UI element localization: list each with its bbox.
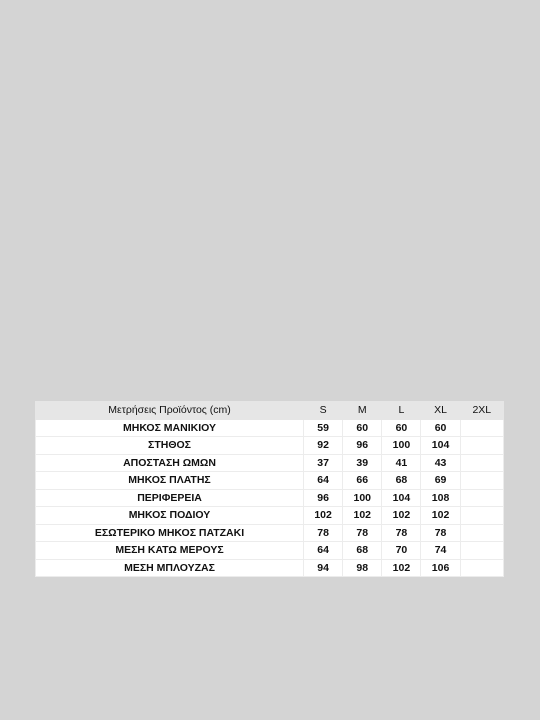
row-label: ΜΗΚΟΣ ΠΛΑΤΗΣ	[36, 472, 304, 490]
cell-value	[460, 489, 503, 507]
cell-value: 94	[304, 559, 343, 577]
cell-value: 43	[421, 454, 460, 472]
cell-value: 68	[382, 472, 421, 490]
table-row	[36, 524, 504, 542]
table-row	[36, 472, 504, 490]
cell-value: 100	[343, 489, 382, 507]
cell-value: 69	[421, 472, 460, 490]
table-row	[36, 542, 504, 560]
cell-value: 74	[421, 542, 460, 560]
cell-value: 78	[343, 524, 382, 542]
cell-value: 78	[304, 524, 343, 542]
cell-value: 104	[382, 489, 421, 507]
cell-value: 64	[304, 542, 343, 560]
header-size-2xl: 2XL	[460, 402, 503, 420]
cell-value: 102	[343, 507, 382, 525]
cell-value: 102	[382, 559, 421, 577]
cell-value: 78	[382, 524, 421, 542]
cell-value	[460, 507, 503, 525]
table-row	[36, 437, 504, 455]
row-label: ΜΗΚΟΣ ΠΟΔΙΟΥ	[36, 507, 304, 525]
cell-value: 59	[304, 419, 343, 437]
cell-value: 102	[421, 507, 460, 525]
cell-value: 98	[343, 559, 382, 577]
row-label: ΜΕΣΗ ΜΠΛΟΥΖΑΣ	[36, 559, 304, 577]
cell-value: 102	[304, 507, 343, 525]
cell-value: 70	[382, 542, 421, 560]
row-label: ΣΤΗΘΟΣ	[36, 437, 304, 455]
cell-value: 60	[421, 419, 460, 437]
cell-value: 68	[343, 542, 382, 560]
cell-value: 102	[382, 507, 421, 525]
row-label: ΑΠΟΣΤΑΣΗ ΩΜΩΝ	[36, 454, 304, 472]
table-row	[36, 507, 504, 525]
table-header-row	[36, 402, 504, 420]
cell-value	[460, 437, 503, 455]
cell-value: 100	[382, 437, 421, 455]
cell-value: 66	[343, 472, 382, 490]
cell-value	[460, 419, 503, 437]
header-size-l: L	[382, 402, 421, 420]
table-row	[36, 419, 504, 437]
row-label: ΕΣΩΤΕΡΙΚΟ ΜΗΚΟΣ ΠΑΤΖΑΚΙ	[36, 524, 304, 542]
cell-value: 41	[382, 454, 421, 472]
header-size-xl: XL	[421, 402, 460, 420]
cell-value: 106	[421, 559, 460, 577]
cell-value: 64	[304, 472, 343, 490]
row-label: ΠΕΡΙΦΕΡΕΙΑ	[36, 489, 304, 507]
header-measurements-label: Μετρήσεις Προϊόντος (cm)	[36, 402, 304, 420]
row-label: ΜΕΣΗ ΚΑΤΩ ΜΕΡΟΥΣ	[36, 542, 304, 560]
cell-value: 39	[343, 454, 382, 472]
cell-value: 60	[343, 419, 382, 437]
cell-value: 96	[343, 437, 382, 455]
cell-value	[460, 472, 503, 490]
table-row	[36, 454, 504, 472]
header-size-m: M	[343, 402, 382, 420]
cell-value	[460, 559, 503, 577]
cell-value	[460, 524, 503, 542]
cell-value: 96	[304, 489, 343, 507]
cell-value: 92	[304, 437, 343, 455]
cell-value: 60	[382, 419, 421, 437]
cell-value: 37	[304, 454, 343, 472]
table-row	[36, 489, 504, 507]
cell-value	[460, 454, 503, 472]
cell-value: 78	[421, 524, 460, 542]
cell-value: 108	[421, 489, 460, 507]
row-label: ΜΗΚΟΣ ΜΑΝΙΚΙΟΥ	[36, 419, 304, 437]
cell-value: 104	[421, 437, 460, 455]
cell-value	[460, 542, 503, 560]
table-row	[36, 559, 504, 577]
header-size-s: S	[304, 402, 343, 420]
size-chart-table	[35, 401, 504, 577]
